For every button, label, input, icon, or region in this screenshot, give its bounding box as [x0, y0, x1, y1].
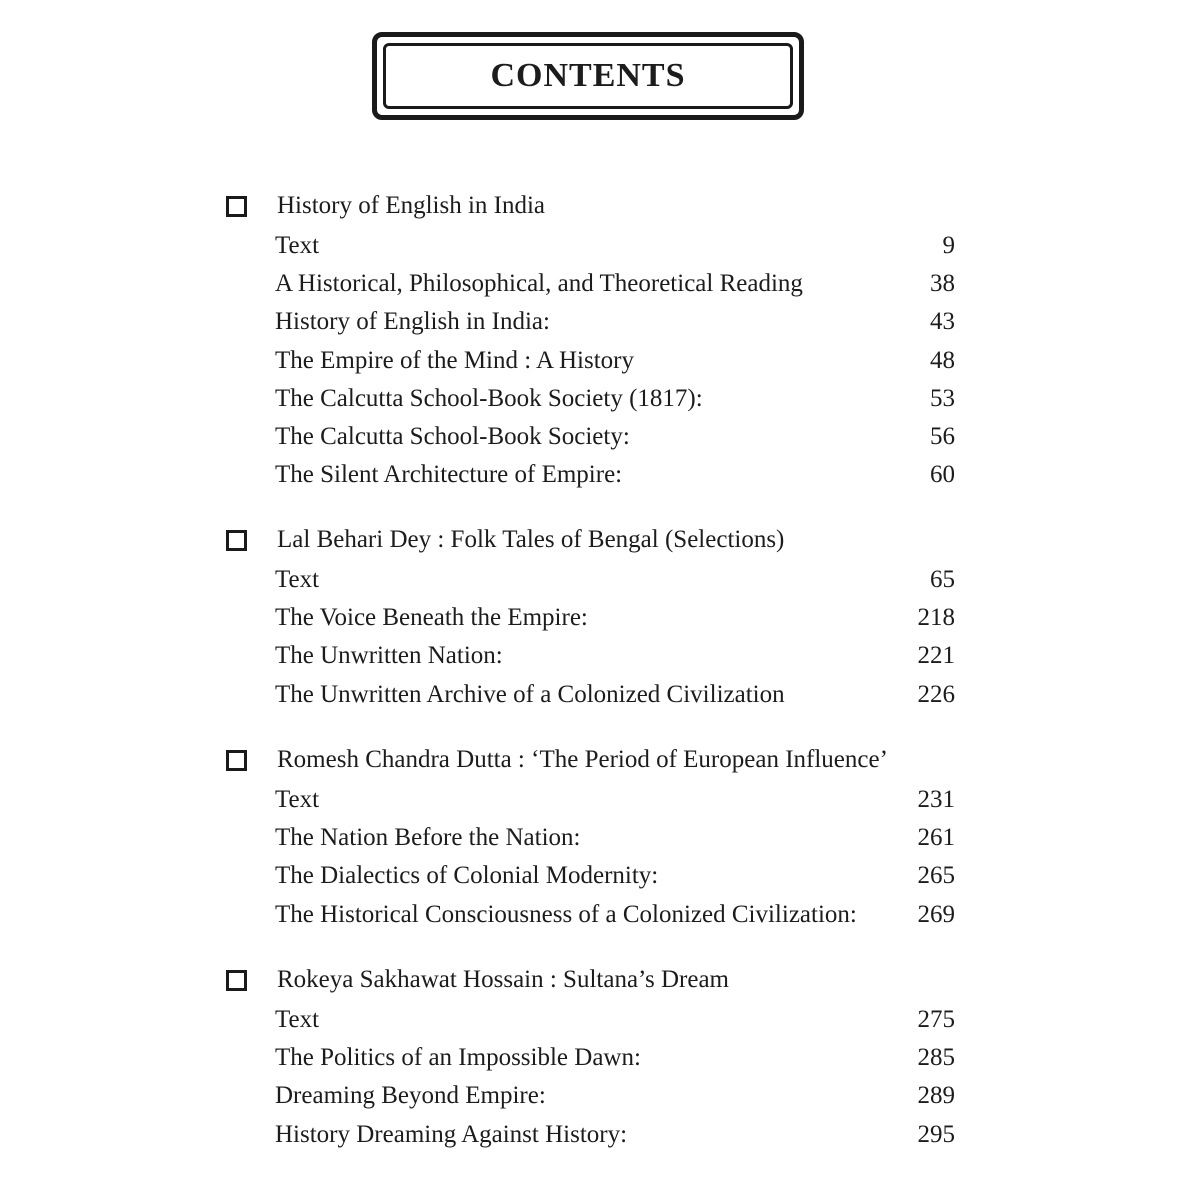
- checkbox-icon: [226, 530, 247, 551]
- toc-entry: [275, 419, 955, 455]
- toc-entry: [275, 677, 955, 713]
- entry-title: Text: [275, 786, 320, 813]
- entry-page-number: 9: [942, 232, 955, 259]
- entry-title: The Politics of an Impossible Dawn:: [275, 1044, 641, 1072]
- toc-entry: [275, 1040, 955, 1076]
- toc-entry: [275, 228, 955, 264]
- toc-entry: [275, 562, 955, 598]
- section-heading-text: Lal Behari Dey : Folk Tales of Bengal (Selections): [277, 526, 785, 553]
- toc-entry: [275, 820, 955, 856]
- entry-page-number: 285: [917, 1044, 955, 1072]
- section-heading: [226, 962, 729, 998]
- entry-page-number: 231: [917, 786, 955, 813]
- entry-page-number: 226: [917, 680, 955, 708]
- entry-page-number: 38: [930, 270, 955, 298]
- entry-title: The Nation Before the Nation:: [275, 824, 581, 852]
- entry-page-number: 218: [917, 604, 955, 632]
- entry-title: The Dialectics of Colonial Modernity:: [275, 862, 659, 890]
- entry-page-number: 60: [930, 461, 955, 489]
- section-heading: [226, 742, 888, 778]
- toc-entry: [275, 1078, 955, 1114]
- entry-page-number: 289: [917, 1082, 955, 1110]
- entry-title: The Unwritten Nation:: [275, 642, 503, 670]
- section-heading: [226, 188, 545, 224]
- toc-entry: [275, 1117, 955, 1153]
- entry-page-number: 269: [917, 900, 955, 928]
- checkbox-icon: [226, 196, 247, 217]
- entry-title: History Dreaming Against History:: [275, 1120, 628, 1148]
- checkbox-icon: [226, 750, 247, 771]
- entry-page-number: 275: [917, 1006, 955, 1033]
- toc-entry: [275, 782, 955, 818]
- toc-entry: [275, 381, 955, 417]
- entry-title: The Voice Beneath the Empire:: [275, 604, 588, 632]
- toc-entry: [275, 638, 955, 674]
- toc-entry: [275, 600, 955, 636]
- entry-title: The Calcutta School-Book Society:: [275, 423, 630, 450]
- entry-title: History of English in India:: [275, 308, 550, 336]
- entry-title: The Historical Consciousness of a Colonized Civilization:: [275, 900, 857, 928]
- page-title: CONTENTS: [383, 43, 793, 109]
- entry-title: Text: [275, 1006, 320, 1033]
- toc-entry: [275, 457, 955, 493]
- toc-entry: [275, 266, 955, 302]
- section-heading: [226, 522, 784, 558]
- entry-page-number: 56: [930, 423, 955, 450]
- entry-title: Text: [275, 232, 320, 259]
- entry-title: The Silent Architecture of Empire:: [275, 461, 623, 489]
- section-heading-text: Rokeya Sakhawat Hossain : Sultana’s Dream: [277, 966, 729, 993]
- entry-title: A Historical, Philosophical, and Theoretical Reading: [275, 270, 803, 298]
- entry-page-number: 53: [930, 384, 955, 412]
- entry-page-number: 48: [930, 346, 955, 374]
- entry-page-number: 43: [930, 308, 955, 336]
- toc-entry: [275, 304, 955, 340]
- toc-entry: [275, 897, 955, 933]
- toc-entry: [275, 343, 955, 379]
- entry-title: The Calcutta School-Book Society (1817):: [275, 384, 703, 412]
- section-heading-text: History of English in India: [277, 192, 546, 219]
- entry-title: Text: [275, 566, 320, 593]
- entry-page-number: 295: [917, 1120, 955, 1148]
- entry-page-number: 261: [917, 824, 955, 852]
- entry-page-number: 265: [917, 862, 955, 890]
- entry-page-number: 65: [930, 566, 955, 593]
- toc-entry: [275, 1002, 955, 1038]
- entry-title: The Unwritten Archive of a Colonized Civilization: [275, 680, 785, 708]
- entry-page-number: 221: [917, 642, 955, 670]
- checkbox-icon: [226, 970, 247, 991]
- section-heading-text: Romesh Chandra Dutta : ‘The Period of European Influence’: [277, 746, 888, 773]
- entry-title: Dreaming Beyond Empire:: [275, 1082, 546, 1110]
- entry-title: The Empire of the Mind : A History: [275, 346, 634, 374]
- toc-entry: [275, 858, 955, 894]
